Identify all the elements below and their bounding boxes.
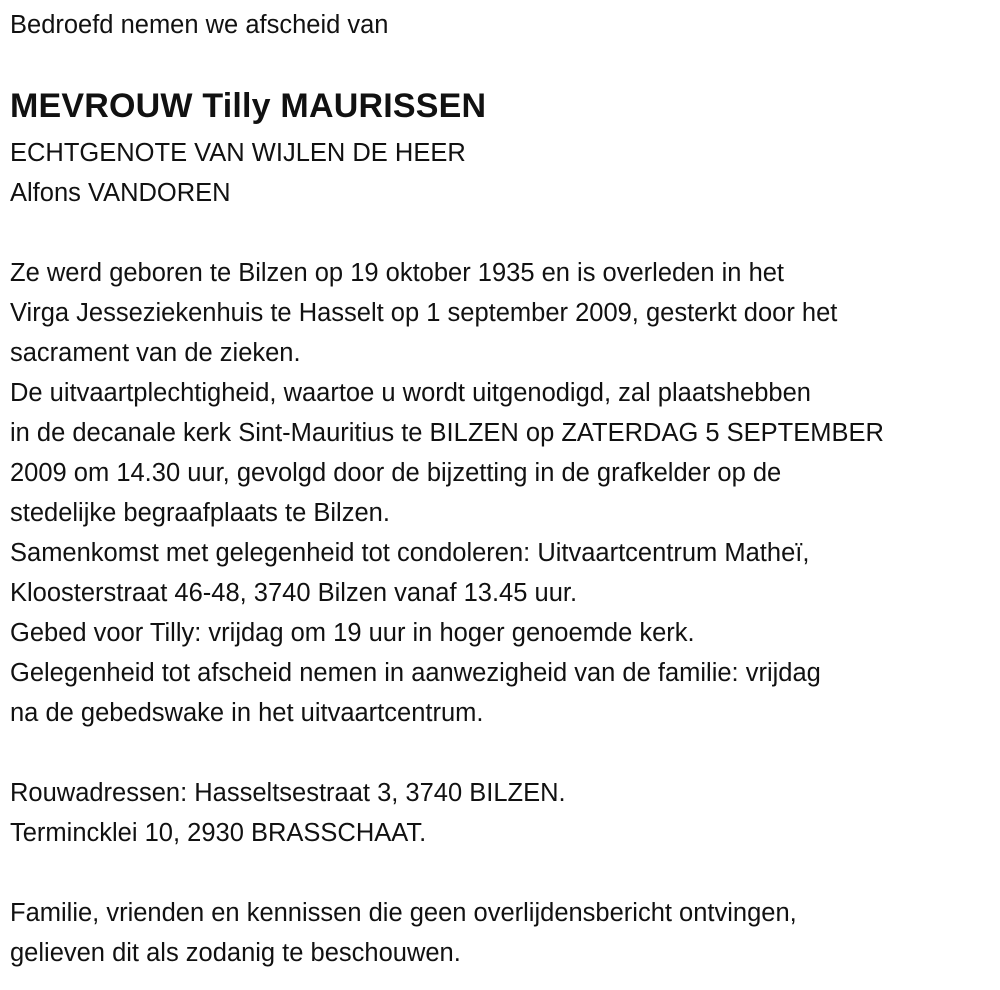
address-line: Rouwadressen: Hasseltsestraat 3, 3740 BILZEN. — [10, 779, 566, 807]
closing-line: Familie, vrienden en kennissen die geen overlijdensbericht ontvingen, — [10, 899, 797, 927]
body-line: Samenkomst met gelegenheid tot condoleren: Uitvaartcentrum Matheï, — [10, 539, 810, 567]
body-line: 2009 om 14.30 uur, gevolgd door de bijzetting in de grafkelder op de — [10, 459, 782, 487]
body-line: Gebed voor Tilly: vrijdag om 19 uur in hoger genoemde kerk. — [10, 619, 695, 647]
body-line: in de decanale kerk Sint-Mauritius te BILZEN op ZATERDAG 5 SEPTEMBER — [10, 419, 884, 447]
spouse-line: ECHTGENOTE VAN WIJLEN DE HEER — [10, 139, 466, 167]
body-line: De uitvaartplechtigheid, waartoe u wordt uitgenodigd, zal plaatshebben — [10, 379, 811, 407]
intro-text: Bedroefd nemen we afscheid van — [10, 11, 389, 39]
body-line: Ze werd geboren te Bilzen op 19 oktober 1935 en is overleden in het — [10, 259, 785, 287]
body-line: stedelijke begraafplaats te Bilzen. — [10, 499, 390, 527]
body-line: Kloosterstraat 46-48, 3740 Bilzen vanaf 13.45 uur. — [10, 579, 578, 607]
closing-line: gelieven dit als zodanig te beschouwen. — [10, 939, 461, 967]
deceased-name: MEVROUW Tilly MAURISSEN — [10, 87, 487, 125]
spouse-line: Alfons VANDOREN — [10, 179, 231, 207]
body-line: sacrament van de zieken. — [10, 339, 301, 367]
body-line: na de gebedswake in het uitvaartcentrum. — [10, 699, 484, 727]
address-line: Termincklei 10, 2930 BRASSCHAAT. — [10, 819, 427, 847]
body-line: Virga Jesseziekenhuis te Hasselt op 1 september 2009, gesterkt door het — [10, 299, 838, 327]
body-line: Gelegenheid tot afscheid nemen in aanwezigheid van de familie: vrijdag — [10, 659, 821, 687]
